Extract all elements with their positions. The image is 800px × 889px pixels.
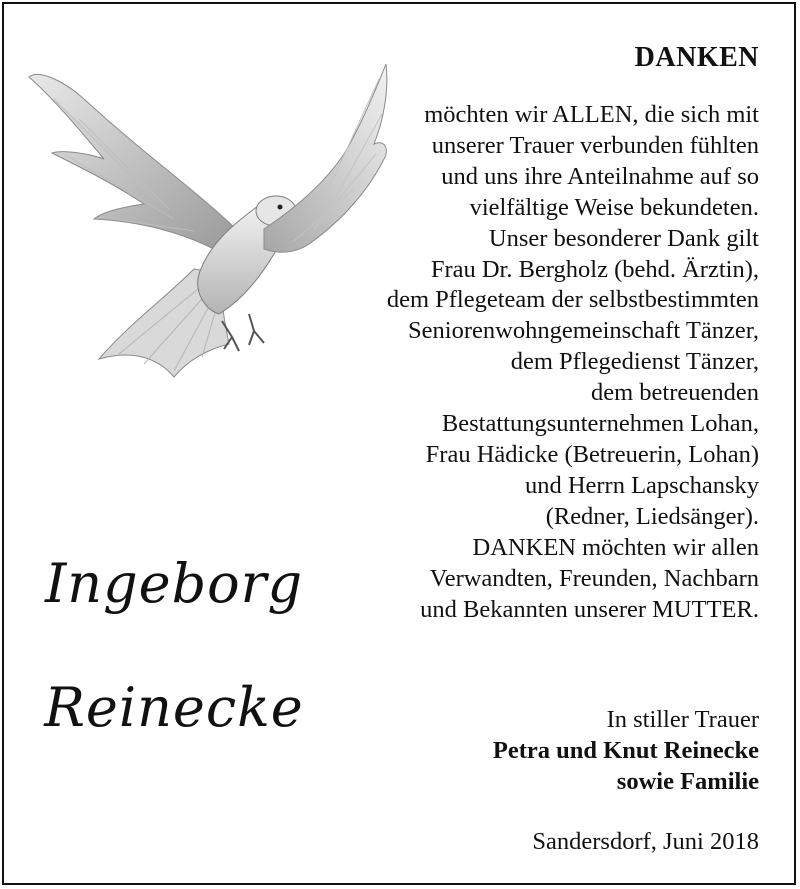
text-line: und uns ihre Anteilnahme auf so	[441, 162, 759, 190]
obituary-notice	[2, 2, 796, 885]
text-line: dem betreuenden	[590, 379, 759, 407]
text-line: Seniorenwohngemeinschaft Tänzer,	[408, 317, 759, 345]
text-line: Unser besonderer Dank gilt	[488, 224, 759, 252]
text-line: Frau Dr. Bergholz (behd. Ärztin),	[430, 255, 759, 283]
text-line: unserer Trauer verbunden fühlten	[431, 131, 759, 159]
text-line: vielfältige Weise bekundeten.	[469, 193, 759, 221]
mourners-family: sowie Familie	[616, 768, 759, 795]
mourners-names: Petra und Knut Reinecke	[492, 737, 759, 764]
place-date: Sandersdorf, Juni 2018	[532, 828, 759, 855]
text-line: (Redner, Liedsänger).	[545, 502, 759, 530]
signoff-intro: In stiller Trauer	[606, 706, 759, 733]
signoff	[493, 704, 759, 797]
text-line: DANKEN möchten wir allen	[472, 533, 759, 561]
text-line: und Bekannten unserer MUTTER.	[420, 595, 759, 623]
text-line: Frau Hädicke (Betreuerin, Lohan)	[425, 440, 759, 468]
text-line: und Herrn Lapschansky	[524, 471, 759, 499]
text-line: Verwandten, Freunden, Nachbarn	[429, 564, 759, 592]
thanks-text	[239, 100, 759, 625]
text-line: dem Pflegedienst Tänzer,	[510, 348, 759, 376]
text-line: möchten wir ALLEN, die sich mit	[424, 101, 759, 128]
deceased-first-name: Ingeborg	[44, 552, 304, 615]
heading: DANKEN	[634, 42, 759, 73]
text-line: dem Pflegeteam der selbstbestimmten	[386, 286, 759, 314]
deceased-last-name: Reinecke	[44, 676, 304, 739]
text-line: Bestattungsunternehmen Lohan,	[441, 410, 759, 438]
